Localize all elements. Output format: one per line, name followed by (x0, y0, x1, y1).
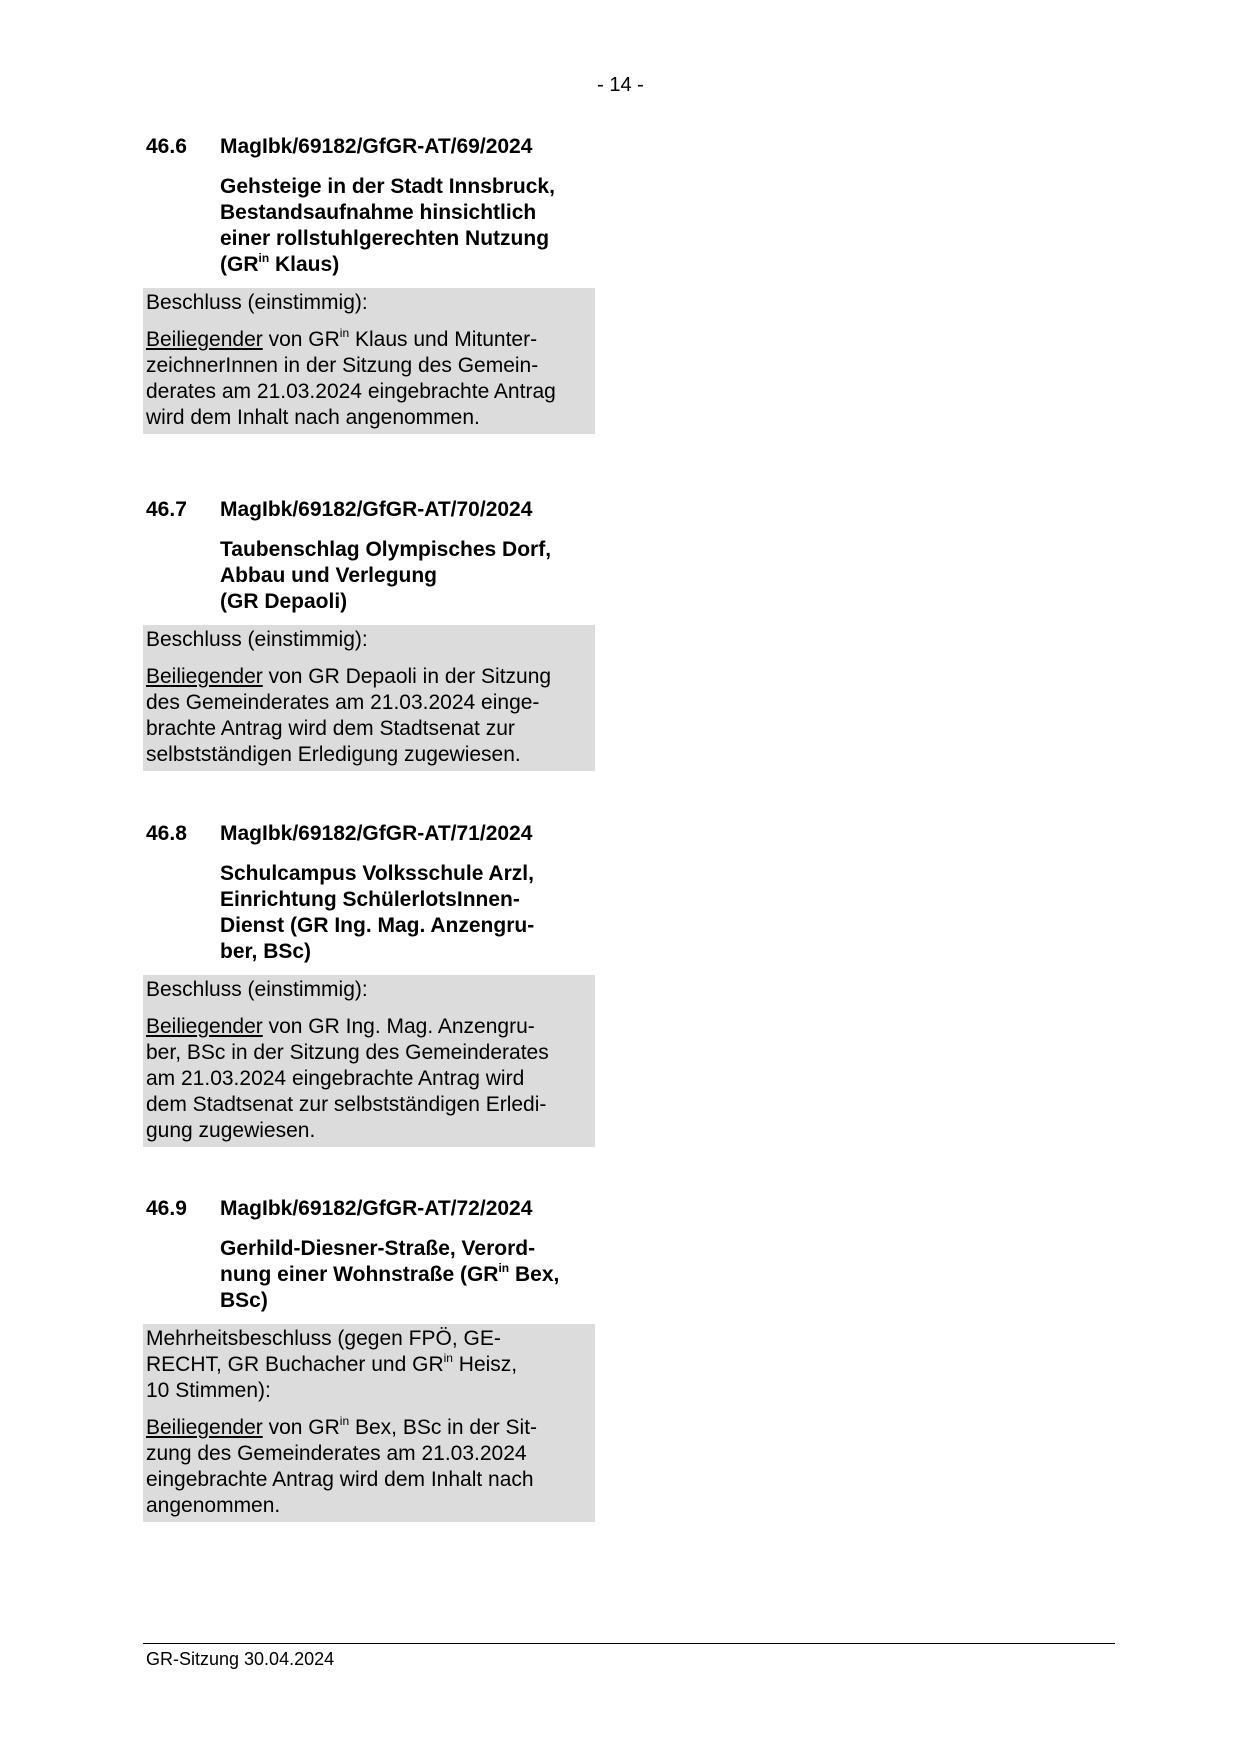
title-line: (GR Depaoli) (220, 590, 348, 613)
item-number: 46.9 (146, 1197, 187, 1220)
text-line: derates am 21.03.2024 eingebrachte Antrag (146, 380, 556, 403)
footer-text: GR-Sitzung 30.04.2024 (146, 1649, 335, 1669)
item-number: 46.6 (146, 135, 187, 158)
item-title (220, 174, 598, 278)
item-number: 46.8 (146, 822, 187, 845)
text-superscript: in (339, 1414, 350, 1428)
title-superscript: in (258, 251, 270, 265)
title-line: Schulcampus Volksschule Arzl, (220, 862, 534, 885)
title-line: Bestandsaufnahme hinsichtlich (220, 201, 537, 224)
item-reference: MagIbk/69182/GfGR-AT/71/2024 (220, 822, 533, 845)
item-title (220, 1236, 598, 1314)
title-line: BSc) (220, 1289, 268, 1312)
text-line (146, 1014, 595, 1040)
item-title (220, 537, 598, 615)
title-line: Gerhild-Diesner-Straße, Verord- (220, 1237, 536, 1260)
decision-label: Beschluss (einstimmig): (146, 291, 368, 314)
title-superscript: in (498, 1261, 510, 1275)
title-line (220, 252, 598, 278)
text-line (146, 664, 595, 690)
title-part: Klaus) (269, 253, 340, 276)
text-part: Bex, BSc in der Sit- (349, 1416, 538, 1439)
text-line: ber, BSc in der Sitzung des Gemeinderates (146, 1041, 549, 1064)
text-line (146, 327, 595, 353)
agenda-item-46-7 (146, 498, 598, 771)
text-superscript: in (339, 326, 350, 340)
text-line (146, 1415, 595, 1441)
item-title (220, 861, 598, 965)
underlined-word: Beiliegender (146, 328, 263, 351)
title-part: Bex, (509, 1263, 560, 1286)
underlined-word: Beiliegender (146, 1416, 263, 1439)
title-part: (GR (220, 253, 259, 276)
decision-box (143, 625, 595, 771)
text-line: zung des Gemeinderates am 21.03.2024 (146, 1442, 527, 1465)
text-line: am 21.03.2024 eingebrachte Antrag wird (146, 1067, 525, 1090)
title-line: Dienst (GR Ing. Mag. Anzengru- (220, 914, 535, 937)
text-line: angenommen. (146, 1494, 281, 1517)
item-header (146, 1197, 598, 1225)
decision-text (146, 1415, 595, 1519)
text-part: von GR (262, 1416, 340, 1439)
agenda-item-46-6 (146, 135, 598, 434)
decision-text (146, 327, 595, 431)
label-part: Heisz, (452, 1353, 518, 1376)
decision-label (146, 1352, 595, 1378)
label-superscript: in (443, 1351, 453, 1365)
item-header (146, 498, 598, 526)
decision-box (143, 1324, 595, 1522)
title-line: Einrichtung SchülerlotsInnen- (220, 888, 520, 911)
text-line: wird dem Inhalt nach angenommen. (146, 406, 480, 429)
agenda-item-46-9 (146, 1197, 598, 1522)
decision-label: 10 Stimmen): (146, 1379, 271, 1402)
item-reference: MagIbk/69182/GfGR-AT/72/2024 (220, 1197, 533, 1220)
title-line: Gehsteige in der Stadt Innsbruck, (220, 175, 555, 198)
text-line: gung zugewiesen. (146, 1119, 316, 1142)
text-part: von GR Ing. Mag. Anzengru- (262, 1015, 535, 1038)
item-reference: MagIbk/69182/GfGR-AT/70/2024 (220, 498, 533, 521)
text-line: des Gemeinderates am 21.03.2024 einge- (146, 691, 540, 714)
decision-label: Beschluss (einstimmig): (146, 978, 368, 1001)
text-line: dem Stadtsenat zur selbstständigen Erledi- (146, 1093, 547, 1116)
text-line: zeichnerInnen in der Sitzung des Gemein- (146, 354, 539, 377)
item-header (146, 822, 598, 850)
title-line (220, 1262, 598, 1288)
decision-label: Beschluss (einstimmig): (146, 628, 368, 651)
page-number: - 14 - (597, 74, 644, 96)
text-part: von GR (262, 328, 340, 351)
underlined-word: Beiliegender (146, 665, 263, 688)
text-line: eingebrachte Antrag wird dem Inhalt nach (146, 1468, 534, 1491)
decision-text (146, 1014, 595, 1144)
decision-box (143, 288, 595, 434)
item-header (146, 135, 598, 163)
title-line: einer rollstuhlgerechten Nutzung (220, 227, 550, 250)
text-part: von GR Depaoli in der Sitzung (262, 665, 552, 688)
underlined-word: Beiliegender (146, 1015, 263, 1038)
title-line: ber, BSc) (220, 940, 312, 963)
footer-divider (143, 1643, 1115, 1644)
text-line: brachte Antrag wird dem Stadtsenat zur (146, 717, 515, 740)
title-line: Taubenschlag Olympisches Dorf, (220, 538, 552, 561)
text-line: selbstständigen Erledigung zugewiesen. (146, 743, 521, 766)
decision-label: Mehrheitsbeschluss (gegen FPÖ, GE- (146, 1327, 501, 1350)
decision-box (143, 975, 595, 1147)
text-part: Klaus und Mitunter- (349, 328, 538, 351)
item-reference: MagIbk/69182/GfGR-AT/69/2024 (220, 135, 533, 158)
agenda-item-46-8 (146, 822, 598, 1147)
title-line: Abbau und Verlegung (220, 564, 438, 587)
item-number: 46.7 (146, 498, 187, 521)
decision-text (146, 664, 595, 768)
label-part: RECHT, GR Buchacher und GR (146, 1353, 444, 1376)
title-part: nung einer Wohnstraße (GR (220, 1263, 499, 1286)
